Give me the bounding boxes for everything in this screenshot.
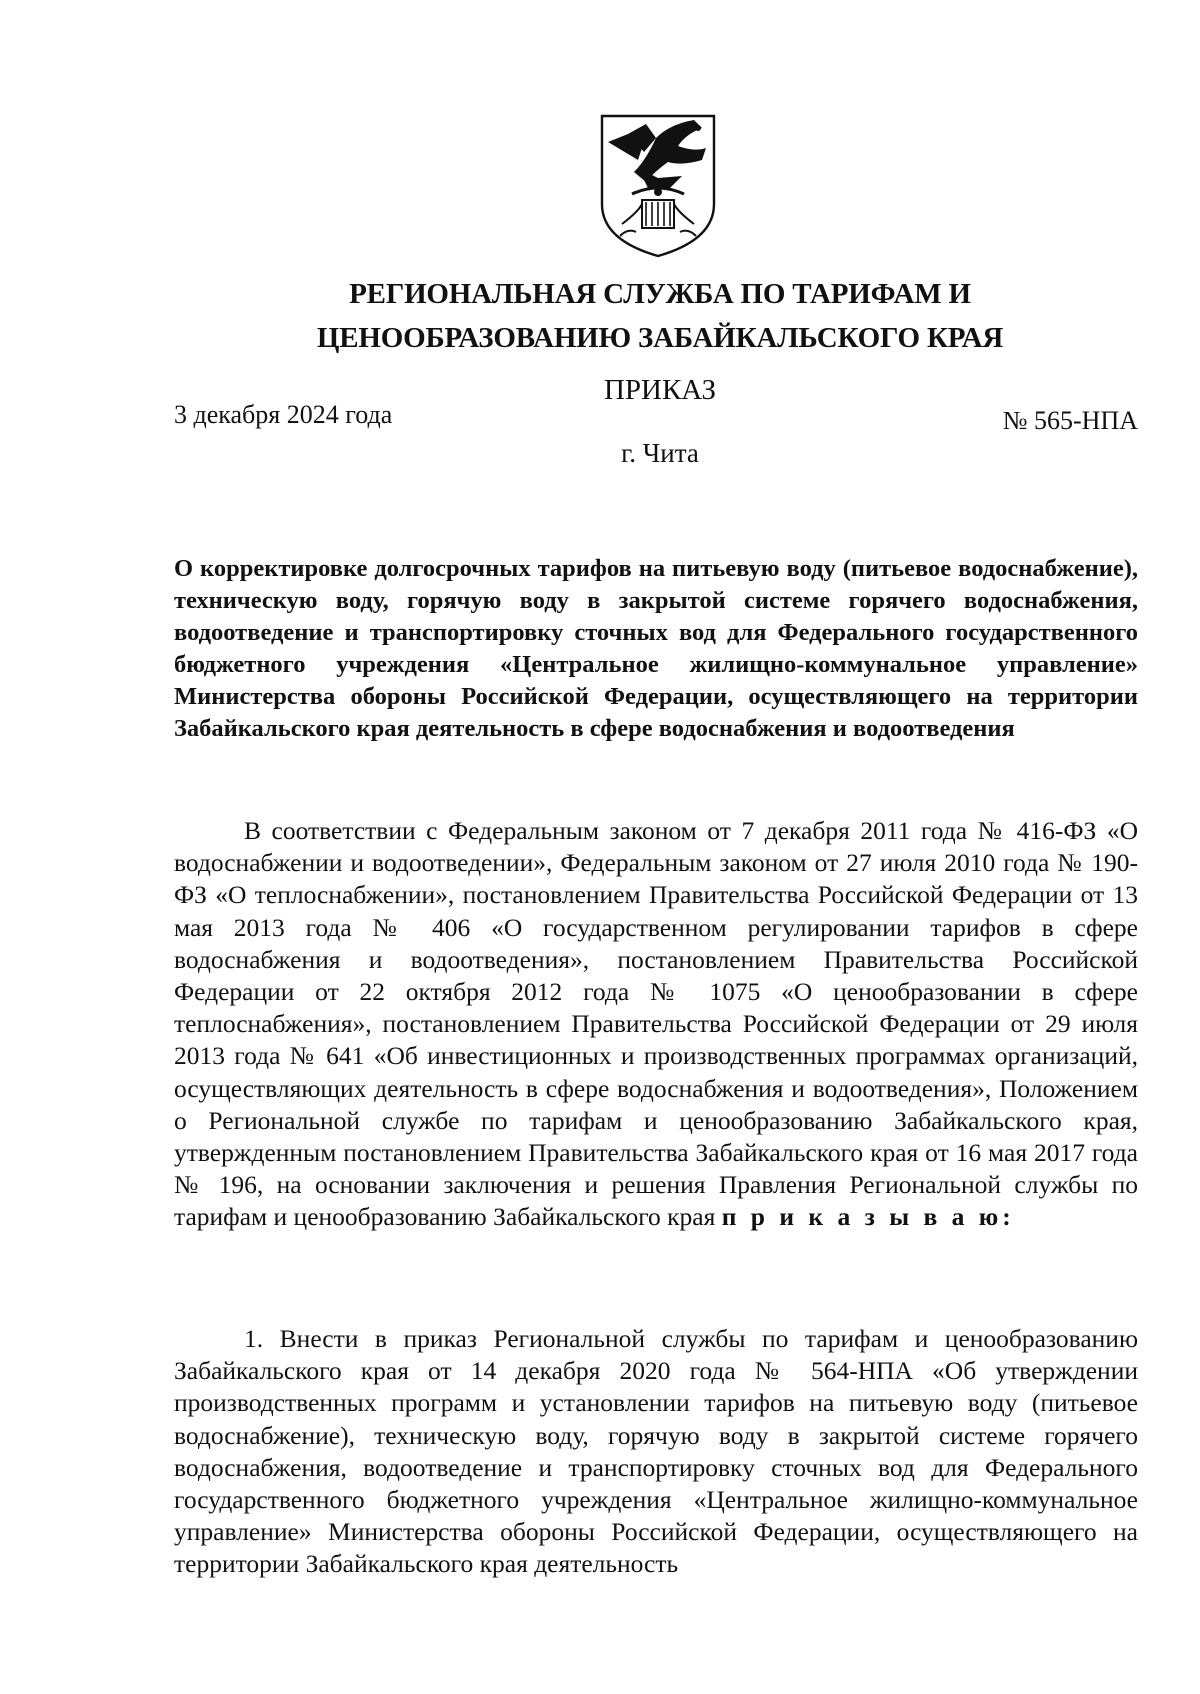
agency-name (180, 272, 1140, 360)
item-1-paragraph: 1. Внести в приказ Региональной службы по тарифам и ценообразованию Забайкальского края от 14 декабря 2020 года № 564-НПА «Об утверждении производственных программ и установлении тарифов на питьевую воду (питьевое водоснабжение), техническую воду, горячую воду в закрытой системе горячего водоснабжения, водоотведение и транспортировку сточных вод для Федерального государственного бюджетного учреждения «Центральное жилищно-коммунальное управление» Министерства обороны Российской Федерации, осуществляющего на территории Забайкальского края деятельность (174, 1324, 1138, 1579)
document-date: 3 декабря 2024 года (174, 400, 393, 429)
command-word: п р и к а з ы в а ю: (721, 1202, 1015, 1232)
document-type: ПРИКАЗ (603, 374, 717, 406)
agency-name-line2: ЦЕНООБРАЗОВАНИЮ ЗАБАЙКАЛЬСКОГО КРАЯ (316, 322, 1004, 354)
document-title: О корректировке долгосрочных тарифов на питьевую воду (питьевое водоснабжение), техническую воду, горячую воду в закрытой системе горячего водоснабжения, водоотведение и транспортировку сточных вод для Федерального государственного бюджетного учреждения «Центральное жилищно-коммунальное управление» Министерства обороны Российской Федерации, осуществляющего на территории Забайкальского края деятельность в сфере водоснабжения и водоотведения (174, 555, 1138, 742)
coat-of-arms-icon (598, 112, 718, 260)
preamble-paragraph (174, 815, 1138, 1234)
document-city: г. Чита (621, 438, 699, 468)
preamble-text: В соответствии с Федеральным законом от 7 декабря 2011 года № 416-ФЗ «О водоснабжении и водоотведении», Федеральным законом от 27 июля 2010 года № 190-ФЗ «О теплоснабжении», постановлением Правительства Российской Федерации от 13 мая 2013 года № 406 «О государственном регулировании тарифов в сфере водоснабжения и водоотведения», постановлением Правительства Российской Федерации от 22 октября 2012 года № 1075 «О ценообразовании в сфере теплоснабжения», постановлением Правительства Российской Федерации от 29 июля 2013 года № 641 «Об инвестиционных и производственных программах организаций, осуществляющих деятельность в сфере водоснабжения и водоотведения», Положением о Региональной службе по тарифам и ценообразованию Забайкальского края, утвержденным постановлением Правительства Забайкальского края от 16 мая 2017 года № 196, на основании заключения и решения Правления Региональной службы по тарифам и ценообразованию Забайкальского края (174, 816, 1138, 1232)
document-number: № 565-НПА (1002, 406, 1138, 435)
agency-name-line1: РЕГИОНАЛЬНАЯ СЛУЖБА ПО ТАРИФАМ И (349, 278, 971, 310)
